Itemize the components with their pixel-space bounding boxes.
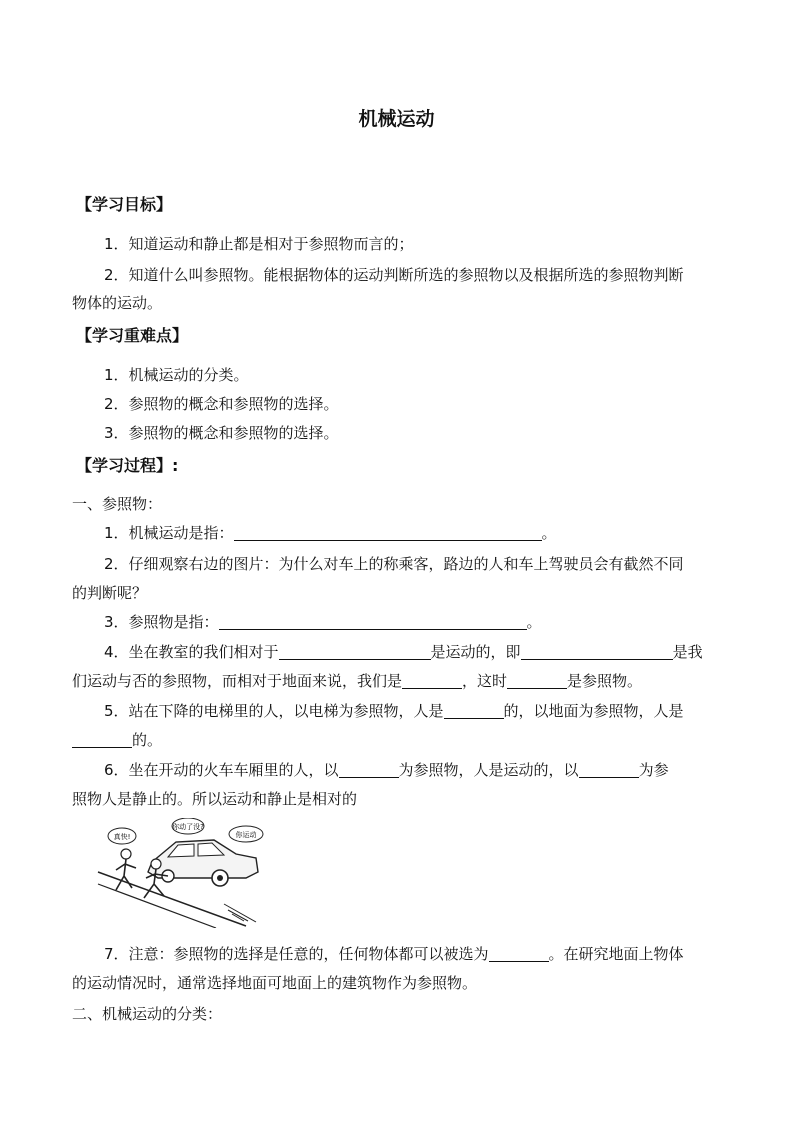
section-key-points-heading: 【学习重难点】 bbox=[76, 326, 189, 345]
question-7 bbox=[104, 943, 684, 964]
question-3-text: 3．参照物是指： bbox=[104, 613, 219, 631]
question-2: 2．仔细观察右边的图片：为什么对车上的称乘客，路边的人和车上驾驶员会有截然不同 bbox=[104, 555, 684, 573]
question-7-continued: 的运动情况时，通常选择地面可地面上的建筑物作为参照物。 bbox=[72, 974, 478, 992]
question-2-continued: 的判断呢？ bbox=[72, 584, 148, 602]
goal-1: 1．知道运动和静止都是相对于参照物而言的； bbox=[104, 235, 414, 253]
blank-field[interactable] bbox=[339, 761, 399, 778]
question-5-text-c: 的。 bbox=[132, 731, 163, 749]
question-4-text-b: 是运动的，即 bbox=[430, 643, 521, 661]
question-4-continued bbox=[72, 670, 642, 691]
question-4-text-f: 是参照物。 bbox=[567, 672, 643, 690]
question-5-continued bbox=[72, 729, 162, 750]
question-4 bbox=[104, 641, 703, 662]
bubble-text-2: 你动了没? bbox=[172, 823, 204, 831]
blank-field[interactable] bbox=[444, 702, 504, 719]
page-title: 机械运动 bbox=[358, 108, 435, 130]
bubble-text-1: 真快! bbox=[113, 833, 131, 841]
question-1-end: 。 bbox=[541, 524, 557, 542]
bubble-text-3: 你运动 bbox=[235, 831, 257, 839]
blank-field[interactable] bbox=[279, 643, 431, 660]
question-5 bbox=[104, 700, 684, 721]
key-point-1: 1．机械运动的分类。 bbox=[104, 366, 249, 384]
question-6 bbox=[104, 759, 669, 780]
blank-field[interactable] bbox=[72, 731, 132, 748]
blank-field[interactable] bbox=[489, 945, 549, 962]
section-goals-heading: 【学习目标】 bbox=[76, 195, 173, 214]
blank-field[interactable] bbox=[402, 672, 462, 689]
question-7-text-b: 。在研究地面上物体 bbox=[548, 945, 684, 963]
question-4-text-c: 是我 bbox=[672, 643, 703, 661]
section-process-heading: 【学习过程】: bbox=[76, 456, 179, 475]
blank-field[interactable] bbox=[234, 524, 542, 541]
question-1 bbox=[104, 522, 557, 543]
goal-2: 2．知道什么叫参照物。能根据物体的运动判断所选的参照物以及根据所选的参照物判断 bbox=[104, 266, 684, 284]
car-illustration bbox=[96, 818, 266, 928]
goal-2-continued: 物体的运动。 bbox=[72, 294, 163, 312]
question-6-text-c: 为参 bbox=[638, 761, 669, 779]
blank-field[interactable] bbox=[507, 672, 567, 689]
part2-heading: 二、机械运动的分类： bbox=[72, 1005, 223, 1023]
question-5-text-a: 5．站在下降的电梯里的人，以电梯为参照物，人是 bbox=[104, 702, 444, 720]
part1-heading: 一、参照物： bbox=[72, 495, 163, 513]
blank-field[interactable] bbox=[579, 761, 639, 778]
blank-field[interactable] bbox=[521, 643, 673, 660]
question-4-text-a: 4．坐在教室的我们相对于 bbox=[104, 643, 279, 661]
question-3 bbox=[104, 611, 542, 632]
question-4-text-d: 们运动与否的参照物，而相对于地面来说，我们是 bbox=[72, 672, 403, 690]
car-scene-drawing bbox=[96, 818, 266, 928]
blank-field[interactable] bbox=[219, 613, 527, 630]
question-6-continued: 照物人是静止的。所以运动和静止是相对的 bbox=[72, 790, 358, 808]
question-3-end: 。 bbox=[526, 613, 542, 631]
key-point-3: 3．参照物的概念和参照物的选择。 bbox=[104, 424, 339, 442]
question-7-text-a: 7．注意：参照物的选择是任意的，任何物体都可以被选为 bbox=[104, 945, 489, 963]
question-4-text-e: ，这时 bbox=[462, 672, 508, 690]
key-point-2: 2．参照物的概念和参照物的选择。 bbox=[104, 395, 339, 413]
question-1-text: 1．机械运动是指： bbox=[104, 524, 234, 542]
question-6-text-a: 6．坐在开动的火车车厢里的人，以 bbox=[104, 761, 339, 779]
question-6-text-b: 为参照物，人是运动的，以 bbox=[398, 761, 579, 779]
question-5-text-b: 的，以地面为参照物，人是 bbox=[503, 702, 684, 720]
